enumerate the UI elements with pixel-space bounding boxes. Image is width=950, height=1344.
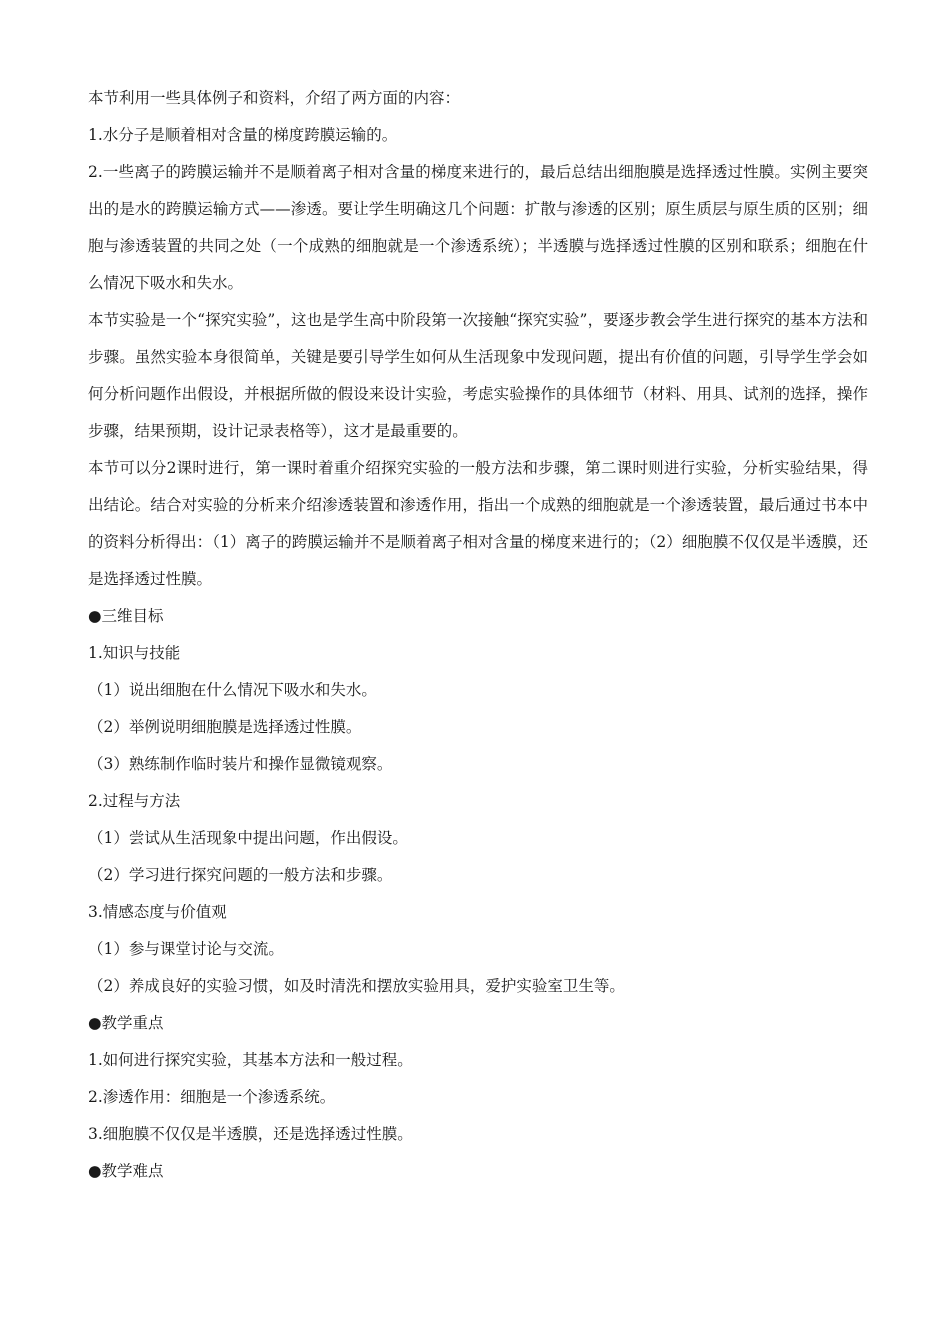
list-item: 1.如何进行探究实验，其基本方法和一般过程。: [88, 1051, 413, 1069]
list-item: （3）熟练制作临时装片和操作显微镜观察。: [88, 755, 393, 773]
schedule-paragraph: 本节可以分2课时进行，第一课时着重介绍探究实验的一般方法和步骤，第二课时则进行实验，分析实验结果，得出结论。结合对实验的分析来介绍渗透装置和渗透作用，指出一个成熟的细胞就是一个渗透装置，最后通过书本中的资料分析得出：（1）离子的跨膜运输并不是顺着离子相对含量的梯度来进行的；（2）细胞膜不仅仅是半透膜，还是选择透过性膜。: [88, 459, 868, 588]
list-item: （2）举例说明细胞膜是选择透过性膜。: [88, 718, 362, 736]
process-heading: 2.过程与方法: [88, 792, 181, 810]
list-item: （1）尝试从生活现象中提出问题，作出假设。: [88, 829, 408, 847]
point-2-paragraph: 2.一些离子的跨膜运输并不是顺着离子相对含量的梯度来进行的，最后总结出细胞膜是选择透过性膜。实例主要突出的是水的跨膜运输方式——渗透。要让学生明确这几个问题：扩散与渗透的区别；原生质层与原生质的区别；细胞与渗透装置的共同之处（一个成熟的细胞就是一个渗透系统）；半透膜与选择透过性膜的区别和联系；细胞在什么情况下吸水和失水。: [88, 163, 868, 292]
document-page: [88, 80, 868, 1190]
list-item: （2）养成良好的实验习惯，如及时清洗和摆放实验用具，爱护实验室卫生等。: [88, 977, 625, 995]
key-points-heading: ●教学重点: [88, 1014, 164, 1032]
point-1-paragraph: 1.水分子是顺着相对含量的梯度跨膜运输的。: [88, 126, 398, 144]
list-item: （1）参与课堂讨论与交流。: [88, 940, 284, 958]
list-item: （1）说出细胞在什么情况下吸水和失水。: [88, 681, 377, 699]
knowledge-heading: 1.知识与技能: [88, 644, 181, 662]
goals-heading: ●三维目标: [88, 607, 164, 625]
experiment-paragraph: 本节实验是一个“探究实验”，这也是学生高中阶段第一次接触“探究实验”，要逐步教会学生进行探究的基本方法和步骤。虽然实验本身很简单，关键是要引导学生如何从生活现象中发现问题，提出有价值的问题，引导学生学会如何分析问题作出假设，并根据所做的假设来设计实验，考虑实验操作的具体细节（材料、用具、试剂的选择，操作步骤，结果预期，设计记录表格等），这才是最重要的。: [88, 311, 868, 440]
attitude-heading: 3.情感态度与价值观: [88, 903, 227, 921]
list-item: 2.渗透作用：细胞是一个渗透系统。: [88, 1088, 336, 1106]
intro-paragraph: 本节利用一些具体例子和资料，介绍了两方面的内容：: [88, 89, 461, 107]
list-item: 3.细胞膜不仅仅是半透膜，还是选择透过性膜。: [88, 1125, 413, 1143]
list-item: （2）学习进行探究问题的一般方法和步骤。: [88, 866, 393, 884]
difficulties-heading: ●教学难点: [88, 1162, 164, 1180]
